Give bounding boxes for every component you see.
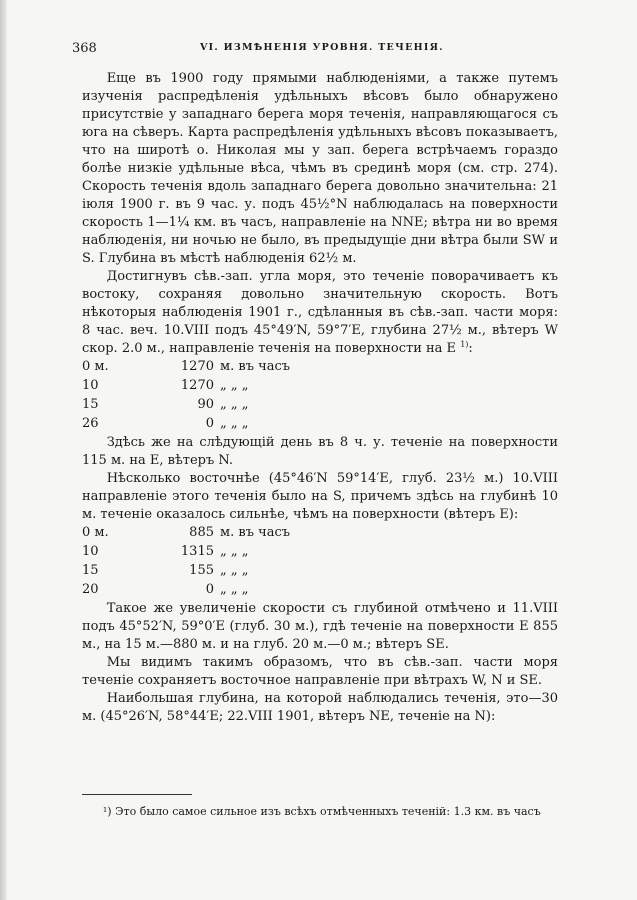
page-number: 368	[72, 41, 97, 56]
footnote: ¹) Это было самое сильное изъ всѣхъ отмѣченныхъ теченій: 1.3 км. въ часъ	[102, 805, 541, 818]
unit-cell: „ „ „	[220, 544, 249, 559]
table-row	[82, 524, 350, 543]
table-row	[82, 358, 350, 377]
paragraph-2	[82, 268, 558, 358]
unit-cell: м. въ часъ	[220, 525, 290, 540]
paragraph-1: Еще въ 1900 году прямыми наблюденіями, а также путемъ изученія распредѣленія удѣльныхъ вѣсовъ было обнаружено присутствіе у западнаго берега моря теченія, направляющагося съ юга на сѣверъ. Карта распредѣленія удѣльныхъ вѣсовъ показываетъ, что на широтѣ о. Николая мы у зап. берега встрѣчаемъ гораздо болѣе низкіе удѣльные вѣса, чѣмъ въ срединѣ моря (см. стр. 274). Скорость теченія вдоль западнаго берега довольно значительна: 21 іюля 1900 г. въ 9 час. у. подъ 45½°N наблюдалась на поверхности скорость 1—1¼ км. въ часъ, направленіе на NNE; вѣтра ни во время наблюденія, ни ночью не было, въ предыдущіе дни вѣтра были SW и S. Глубина въ мѣстѣ наблюденія 62½ м.	[82, 71, 558, 266]
paragraph-5: Такое же увеличеніе скорости съ глубиной отмѣчено и 11.VIII подъ 45°52′N, 59°0′E (глуб. 30 м.), гдѣ теченіе на поверхности E 855 м., на 15 м.—880 м. и на глуб. 20 м.—0 м.; вѣтеръ SE.	[82, 601, 558, 652]
depth-cell: 0 м.	[82, 525, 109, 540]
unit-cell: „ „ „	[220, 582, 249, 597]
value-cell: 885	[189, 525, 214, 540]
value-cell: 1315	[180, 544, 214, 559]
depth-cell: 10	[82, 544, 99, 559]
page-edge-shadow	[0, 0, 7, 900]
value-cell: 1270	[180, 359, 214, 374]
table-row	[82, 581, 350, 600]
paragraph-3: Здѣсь же на слѣдующій день въ 8 ч. у. теченіе на поверхности 115 м. на E, вѣтеръ N.	[82, 435, 558, 468]
paragraph-4: Нѣсколько восточнѣе (45°46′N 59°14′E, глуб. 23½ м.) 10.VIII направленіе этого теченія было на S, причемъ здѣсь на глубинѣ 10 м. теченіе оказалось сильнѣе, чѣмъ на поверхности (вѣтеръ E):	[82, 471, 558, 522]
depth-cell: 26	[82, 416, 99, 431]
footnote-rule	[82, 794, 192, 795]
unit-cell: „ „ „	[220, 416, 249, 431]
paragraph-2-text: Достигнувъ сѣв.-зап. угла моря, это теченіе поворачиваетъ къ востоку, сохраняя довольно значительную скорость. Вотъ нѣкоторыя наблюденія 1901 г., сдѣланныя въ сѣв.-зап. части моря: 8 час. веч. 10.VIII подъ 45°49′N, 59°7′E, глубина 27½ м., вѣтеръ W скор. 2.0 м., направленіе теченія на поверхности на E	[82, 269, 558, 356]
value-cell: 0	[205, 582, 214, 597]
table-row	[82, 562, 350, 581]
table-row	[82, 543, 350, 562]
value-cell: 155	[189, 563, 214, 578]
depth-cell: 20	[82, 582, 99, 597]
running-head: VI. ИЗМѢНЕНІЯ УРОВНЯ. ТЕЧЕНІЯ.	[200, 42, 444, 53]
paragraph-2-end: :	[468, 341, 473, 356]
footnote-ref: 1)	[460, 340, 469, 349]
table-row	[82, 377, 350, 396]
current-table-2	[82, 524, 350, 600]
paragraph-7: Наибольшая глубина, на которой наблюдались теченія, это—30 м. (45°26′N, 58°44′E; 22.VIII 1901, вѣтеръ NE, теченіе на N):	[82, 691, 558, 724]
table-row	[82, 415, 350, 434]
depth-cell: 15	[82, 563, 99, 578]
value-cell: 1270	[180, 378, 214, 393]
depth-cell: 15	[82, 397, 99, 412]
depth-cell: 10	[82, 378, 99, 393]
paragraph-6: Мы видимъ такимъ образомъ, что въ сѣв.-зап. части моря теченіе сохраняетъ восточное направленіе при вѣтрахъ W, N и SE.	[82, 655, 558, 688]
unit-cell: „ „ „	[220, 563, 249, 578]
unit-cell: м. въ часъ	[220, 359, 290, 374]
value-cell: 90	[197, 397, 214, 412]
body-text	[82, 70, 558, 726]
table-row	[82, 396, 350, 415]
depth-cell: 0 м.	[82, 359, 109, 374]
unit-cell: „ „ „	[220, 397, 249, 412]
unit-cell: „ „ „	[220, 378, 249, 393]
current-table-1	[82, 358, 350, 434]
value-cell: 0	[205, 416, 214, 431]
page-header	[72, 41, 572, 57]
